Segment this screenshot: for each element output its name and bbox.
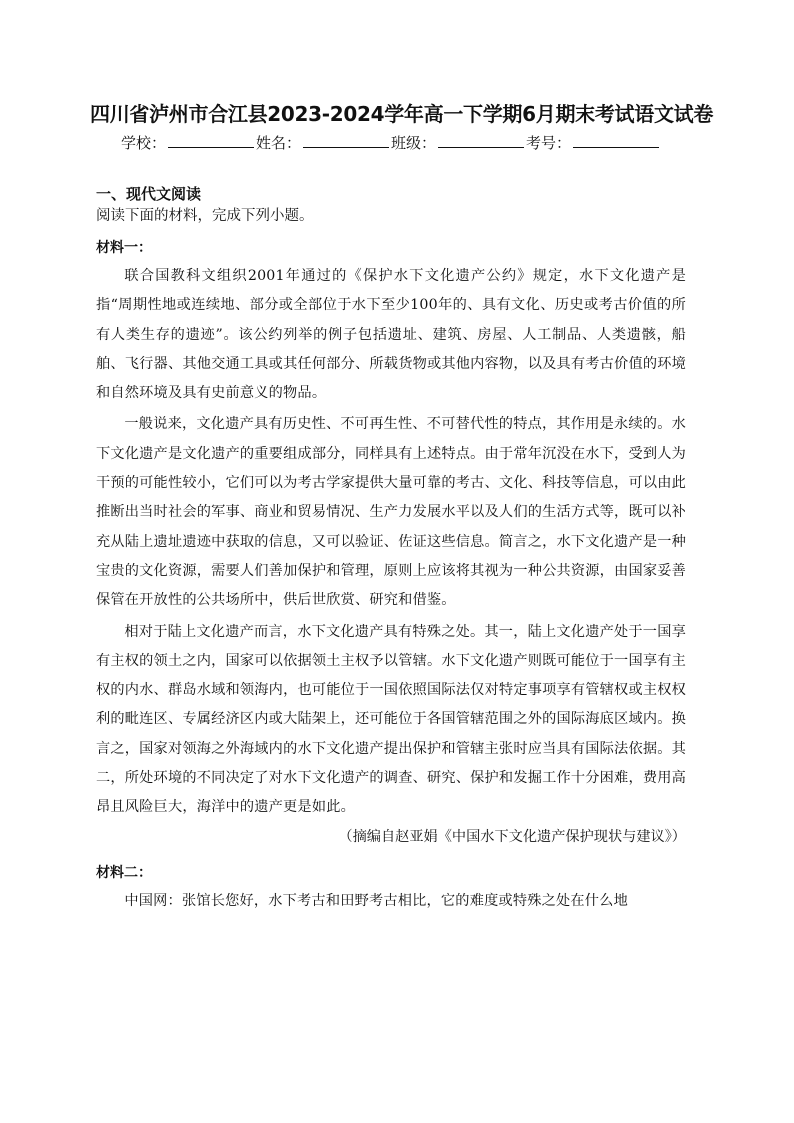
- material-one-label: 材料一：: [96, 240, 152, 256]
- page-title: 四川省泸州市合江县2023-2024学年高一下学期6月期末考试语文试卷: [90, 102, 714, 126]
- class-label: 班级：: [391, 134, 437, 152]
- section-heading: 一、现代文阅读: [96, 185, 202, 203]
- material-two-label: 材料二：: [96, 864, 152, 881]
- material-one-paragraph: 联合国教科文组织2001年通过的《保护水下文化遗产公约》规定，水下文化遗产是指“周期性地或连续地、部分或全部位于水下至少100年的、具有文化、历史或考古价值的所有人类生存的遗迹”。该公约列举的例子包括遗址、建筑、房屋、人工制品、人类遗骸，船舶、飞行器、其他交通工具或其任何部分、所载货物或其他内容物，以及具有考古价值的环境和自然环境及具有史前意义的物品。: [96, 268, 686, 402]
- student-info-row: [96, 132, 686, 154]
- name-blank[interactable]: [303, 133, 389, 148]
- material-two-paragraph: 中国网：张馆长您好，水下考古和田野考古相比，它的难度或特殊之处在什么地: [124, 892, 628, 909]
- name-field: [256, 132, 391, 154]
- exam-number-field: [526, 132, 661, 154]
- exam-number-label: 考号：: [526, 134, 572, 152]
- material-one-paragraph: 一般说来，文化遗产具有历史性、不可再生性、不可替代性的特点，其作用是永续的。水下文化遗产是文化遗产的重要组成部分，同样具有上述特点。由于常年沉没在水下，受到人为干预的可能性较小，它们可以为考古学家提供大量可靠的考古、文化、科技等信息，可以由此推断出当时社会的军事、商业和贸易情况、生产力发展水平以及人们的生活方式等，既可以补充从陆上遗址遗迹中获取的信息，又可以验证、佐证这些信息。简言之，水下文化遗产是一种宝贵的文化资源，需要人们善加保护和管理，原则上应该将其视为一种公共资源，由国家妥善保管在开放性的公共场所中，供后世欣赏、研究和借鉴。: [96, 416, 686, 609]
- school-label: 学校：: [120, 134, 166, 152]
- name-label: 姓名：: [255, 134, 301, 152]
- class-blank[interactable]: [438, 133, 524, 148]
- school-field: [121, 132, 256, 154]
- class-field: [391, 132, 526, 154]
- material-one-source: （摘编自赵亚娟《中国水下文化遗产保护现状与建议》）: [338, 828, 686, 845]
- material-one-paragraph: 相对于陆上文化遗产而言，水下文化遗产具有特殊之处。其一，陆上文化遗产处于一国享有主权的领土之内，国家可以依据领土主权予以管辖。水下文化遗产则既可能位于一国享有主权的内水、群岛水域和领海内，也可能位于一国依照国际法仅对特定事项享有管辖权或主权权利的毗连区、专属经济区内或大陆架上，还可能位于各国管辖范围之外的国际海底区域内。换言之，国家对领海之外海域内的水下文化遗产提出保护和管辖主张时应当具有国际法依据。其二，所处环境的不同决定了对水下文化遗产的调查、研究、保护和发掘工作十分困难，费用高昂且风险巨大，海洋中的遗产更是如此。: [96, 623, 686, 816]
- school-blank[interactable]: [168, 133, 254, 148]
- section-instruction: 阅读下面的材料，完成下列小题。: [96, 208, 314, 224]
- exam-page: [90, 100, 714, 916]
- exam-number-blank[interactable]: [573, 133, 659, 148]
